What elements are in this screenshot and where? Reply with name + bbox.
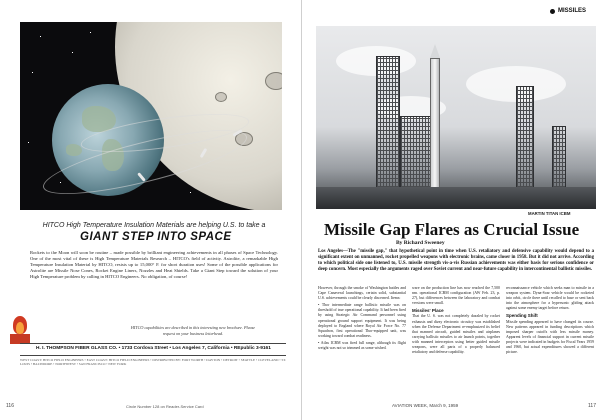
ad-body-text: Rockets to the Moon will soon be routine – made possible by brilliant engineering achievements in all phases of Space Technology. One of the most vital of these is High Temperature Materials Research – HITCO's field of activity. Astrolite, a remarkable High Temperature Insulation Material by HITCO, resists up to 15,000° F. for short duration uses! Some of the possible applications for Astrolite are Missile Nose Cones, Rocket Engine Liners, Nozzles and Heat Shields. Take a Giant Step toward the solution of your High Temperature problem by calling in HITCO Engineers. No obligation, of course! <box>30 250 278 279</box>
gantry-tower <box>552 126 566 196</box>
titan-missile-photo <box>316 26 596 209</box>
company-address: H. I. THOMPSON FIBER GLASS CO. • 1733 Cordova Street • Los Angeles 7, California • REpublic 3-9161 <box>36 346 271 351</box>
subheading: Spending Shift <box>506 313 538 319</box>
ad-brochure-note: HITCO capabilities are described in this interesting new brochure. Please request on your business letterhead. <box>130 325 256 336</box>
gantry-tower <box>376 56 400 196</box>
section-tag <box>550 8 586 14</box>
divider <box>20 355 286 356</box>
missile-nose-cone <box>430 44 440 58</box>
article-column-3 <box>506 286 594 357</box>
paragraph: ware on the production line has now reached the 7,500 nm. operational ICBM configuration (AW Feb. 23, p. 27), but differences between the laboratory and combat versions were small. <box>412 286 500 306</box>
ad-offices-list: WEST COAST: HITCO FIELD ENGINEERS • EAST COAST: HITCO FIELD ENGINEERS • DISTRIBUTED BY: FORT WORTH • DAYTON • DETROIT • SEATTLE • CLEVELAND • ST. LOUIS • BALTIMORE • NORTHWEST • SAN FRANCISCO • NEW YORK <box>20 358 286 367</box>
article-column-1 <box>318 286 406 357</box>
ad-headline: GIANT STEP INTO SPACE <box>80 231 232 243</box>
reader-service-note: Circle Number 128 on Reader-Service Card <box>126 404 204 409</box>
article-column-2 <box>412 286 500 357</box>
article-columns <box>318 286 594 357</box>
section-tag-label: MISSILES <box>558 8 587 14</box>
gantry-tower <box>516 86 534 196</box>
paragraph: • Atlas ICBM was fired full range, although its flight weight was not so trimmed as some wished. <box>318 340 406 351</box>
page-number-right: 117 <box>588 403 596 409</box>
bullet-icon <box>550 9 555 14</box>
page-number-left: 116 <box>6 403 14 409</box>
hitco-flame-logo-icon <box>8 316 32 346</box>
article-title: Missile Gap Flares as Crucial Issue <box>324 220 580 239</box>
launch-pad-ground <box>316 187 596 209</box>
divider <box>20 343 286 344</box>
article-byline: By Richard Sweeney <box>396 240 445 246</box>
subheading: Missiles' Place <box>412 308 444 314</box>
article-lede: Los Angeles—The "missile gap," that hypothetical point in time when U.S. retaliatory and defensive capability would depend to a significant extent on unmanned, rocket propelled weapons with electronic brains, came closer in 1958. But it did not arrive. According to which political side one listened to, U.S. missile strength vis-a-vis Russian achievements was either basis for serious confidence or deep concern. Most especially the arguments raged over Soviet current and near-future capability in intercontinental ballistic missiles. <box>318 249 594 273</box>
paragraph: reconnaissance vehicle which seeks man to missile in a weapon system. Dyna-Soar vehicle would be rocketed into orbit, circle there until recalled to base or sent back into the atmosphere for a hypersonic gliding attack against some enemy target before return. <box>506 286 594 311</box>
paragraph: • Thor intermediate range ballistic missile was on threshold of true operational capability. It had been fired by using Strategic Air Command personnel using operational ground support equipment. It was being deployed to England where Royal Air Force No. 77 Squadron, first operational Thor-equipped unit, was working toward combat readiness. <box>318 303 406 338</box>
space-illustration <box>20 22 282 210</box>
ad-caption: HITCO High Temperature Insulation Materials are helping U.S. to take a <box>42 222 266 229</box>
paragraph: However, through the smoke of Washington battles and Cape Canaveral launchings, certain solid, substantial U.S. achievements could be clearly discerned. Items: <box>318 286 406 301</box>
right-page-article <box>302 0 604 420</box>
photo-caption: MARTIN TITAN ICBM <box>528 211 571 216</box>
paragraph: Missile spending appeared to have changed its course. New patterns appeared in funding descriptions which imposed sharper cutoffs with less missile money. Apparent levels of financial support in current missile projects were indicated in budgets for Fiscal Years 1959 and 1960, but actual expenditures showed a different picture. <box>506 319 594 355</box>
paragraph: That the U. S. was not completely dazzled by rocket exhausts and dizzy electronic circuitry was established when the Defense Department re-emphasized its belief that manned aircraft, guided missiles and airplanes carrying ballistic missiles to air launch points, together with manned interceptors using better guided missile weapons, were all parts of a properly balanced retaliatory and defense capability. <box>412 314 500 355</box>
titan-missile <box>430 58 440 188</box>
magazine-footer: AVIATION WEEK, March 9, 1959 <box>392 403 459 408</box>
